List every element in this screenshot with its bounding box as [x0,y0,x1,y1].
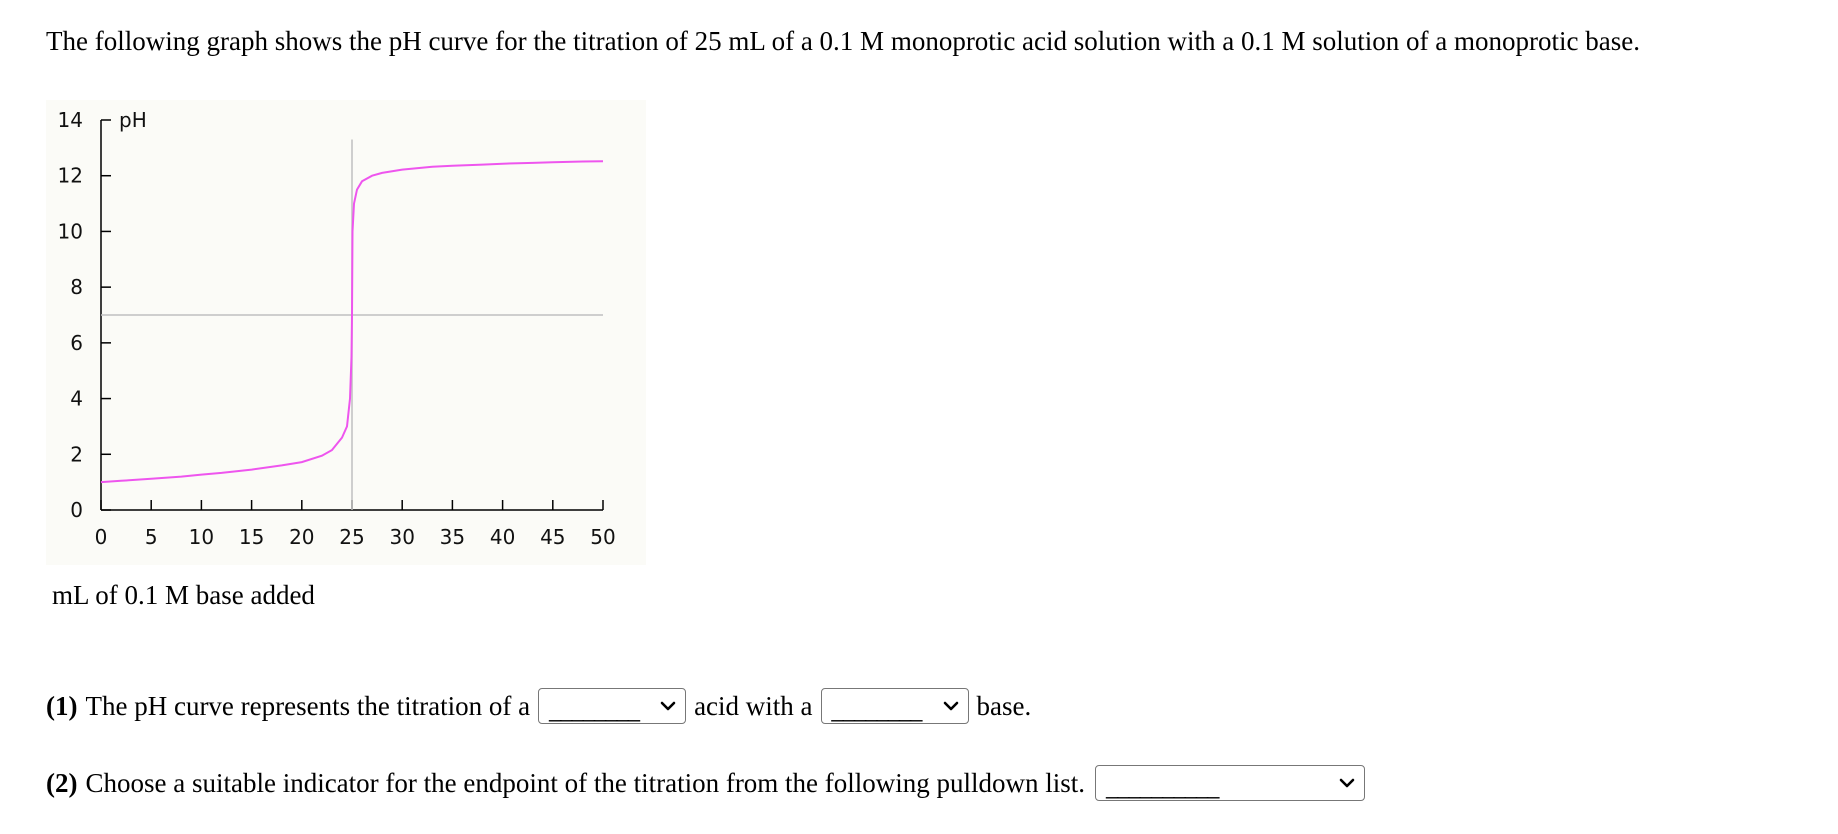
x-tick-label: 40 [489,525,516,549]
y-tick-label: 14 [57,108,83,132]
question-1-text-after: base. [976,690,1032,721]
intro-text: The following graph shows the pH curve for the titration of 25 mL of a 0.1 M monoprotic acid solution with a 0.1 M solution of a monoprotic base. [46,26,1640,56]
x-tick-label: 25 [339,525,365,549]
y-axis-label: pH [119,108,147,132]
x-tick-label: 30 [389,525,415,549]
y-tick-label: 10 [57,219,83,244]
acid-strength-select-value: ________ [549,697,639,722]
acid-strength-select[interactable] [538,688,686,724]
chevron-down-icon [1338,774,1356,792]
chevron-down-icon [659,697,677,715]
y-tick-label: 6 [70,330,83,355]
x-tick-label: 50 [590,525,616,549]
chevron-down-icon [942,697,960,715]
base-strength-select[interactable] [821,688,969,724]
y-tick-label: 0 [70,498,83,522]
x-tick-label: 0 [94,525,108,549]
question-2-number: (2) [46,767,78,798]
question-2 [46,765,1373,801]
question-1 [46,688,1031,724]
question-1-number: (1) [46,690,78,721]
chart-svg [46,100,646,570]
indicator-select[interactable] [1095,765,1365,801]
x-tick-label: 10 [188,525,215,549]
chart-background [46,100,646,565]
x-axis-caption: mL of 0.1 M base added [52,580,315,610]
question-2-text: Choose a suitable indicator for the endpoint of the titration from the following pulldown list. [85,767,1086,798]
x-tick-label: 45 [540,525,566,549]
x-tick-label: 35 [439,525,466,549]
x-tick-label: 20 [289,525,315,549]
y-tick-label: 12 [57,163,83,188]
base-strength-select-value: ________ [831,697,922,722]
x-tick-label: 15 [238,525,265,549]
y-tick-label: 2 [70,442,83,467]
question-1-text-middle: acid with a [694,690,813,721]
y-tick-label: 8 [70,275,83,300]
x-tick-label: 5 [144,525,158,549]
titration-chart [46,100,646,570]
question-1-text-before: The pH curve represents the titration of a [85,690,531,721]
indicator-select-value: __________ [1106,774,1219,799]
y-tick-label: 4 [70,386,83,411]
